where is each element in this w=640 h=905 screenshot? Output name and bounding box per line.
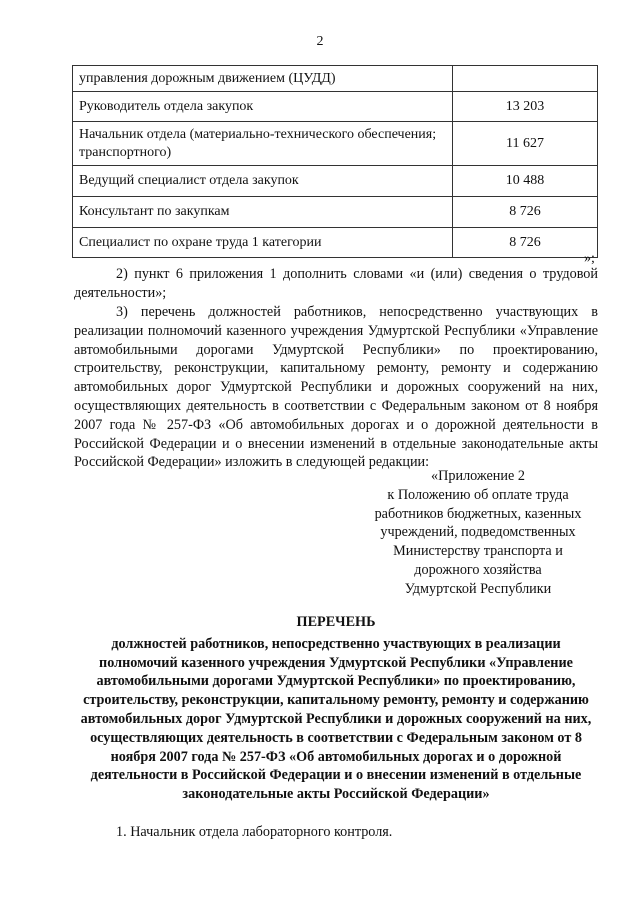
salary-table (72, 65, 598, 258)
paragraph-text: 3) перечень должностей работников, непосредственно участвующих в реализации полномочий казенного учреждения Удмуртской Республики «Управление автомобильными дорогами Удмуртской Республики» по проектированию, строительству, реконструкции, капитальному ремонту, ремонту и содержанию автомобильных дорог Удмуртской Республики и дорожных сооружений на них, осуществляющих деятельность в соответствии с Федеральным законом от 8 ноября 2007 года № 257-ФЗ «Об автомобильных дорогах и о дорожной деятельности в Российской Федерации и о внесении изменений в отдельные законодательные акты Российской Федерации» изложить в следующей редакции: (74, 304, 598, 471)
appendix-line: учреждений, подведомственных (380, 524, 576, 541)
amount-cell: 11 627 (453, 122, 598, 166)
appendix-line: «Приложение 2 (431, 468, 525, 484)
paragraph-item-2 (74, 265, 598, 303)
position-cell: управления дорожным движением (ЦУДД) (73, 66, 453, 92)
page-number: 2 (316, 34, 324, 49)
amount-cell: 8 726 (453, 197, 598, 228)
table-row (73, 122, 598, 166)
amount-cell (453, 66, 598, 92)
position-cell: Консультант по закупкам (73, 197, 453, 228)
amount-cell: 10 488 (453, 166, 598, 197)
list-heading (74, 613, 598, 804)
position-cell: Начальник отдела (материально-технического обеспечения; транспортного) (73, 122, 453, 166)
appendix-line: Министерству транспорта и (393, 543, 563, 560)
table-row (73, 92, 598, 122)
table-row (73, 197, 598, 228)
position-cell: Специалист по охране труда 1 категории (73, 228, 453, 258)
position-cell: Ведущий специалист отдела закупок (73, 166, 453, 197)
appendix-line: работников бюджетных, казенных (374, 505, 582, 522)
table-row (73, 228, 598, 258)
heading-title: ПЕРЕЧЕНЬ (296, 614, 376, 630)
table-row (73, 166, 598, 197)
appendix-line: дорожного хозяйства (414, 561, 542, 578)
paragraph-item-3 (74, 303, 598, 472)
appendix-header (360, 467, 596, 599)
list-item: 1. Начальник отдела лабораторного контроля. (116, 824, 393, 840)
amount-cell: 13 203 (453, 92, 598, 122)
amount-cell: 8 726 (453, 228, 598, 258)
table-row (73, 66, 598, 92)
appendix-line: к Положению об оплате труда (387, 486, 569, 503)
closing-quote: »; (584, 251, 595, 266)
heading-subtitle: должностей работников, непосредственно участвующих в реализации полномочий казенного учреждения Удмуртской Республики «Управление автомобильными дорогами Удмуртской Республики» по проектированию, строительству, реконструкции, капитальному ремонту, ремонту и содержанию автомобильных дорог Удмуртской Республики и дорожных сооружений на них, осуществляющих деятельность в соответствии с Федеральным законом от 8 ноября 2007 года № 257-ФЗ «Об автомобильных дорогах и о дорожной деятельности в Российской Федерации и о внесении изменений в отдельные законодательные акты Российской Федерации» (80, 635, 592, 803)
position-cell: Руководитель отдела закупок (73, 92, 453, 122)
paragraph-text: 2) пункт 6 приложения 1 дополнить словами «и (или) сведения о трудовой деятельности»; (74, 266, 598, 301)
appendix-line: Удмуртской Республики (404, 580, 552, 597)
